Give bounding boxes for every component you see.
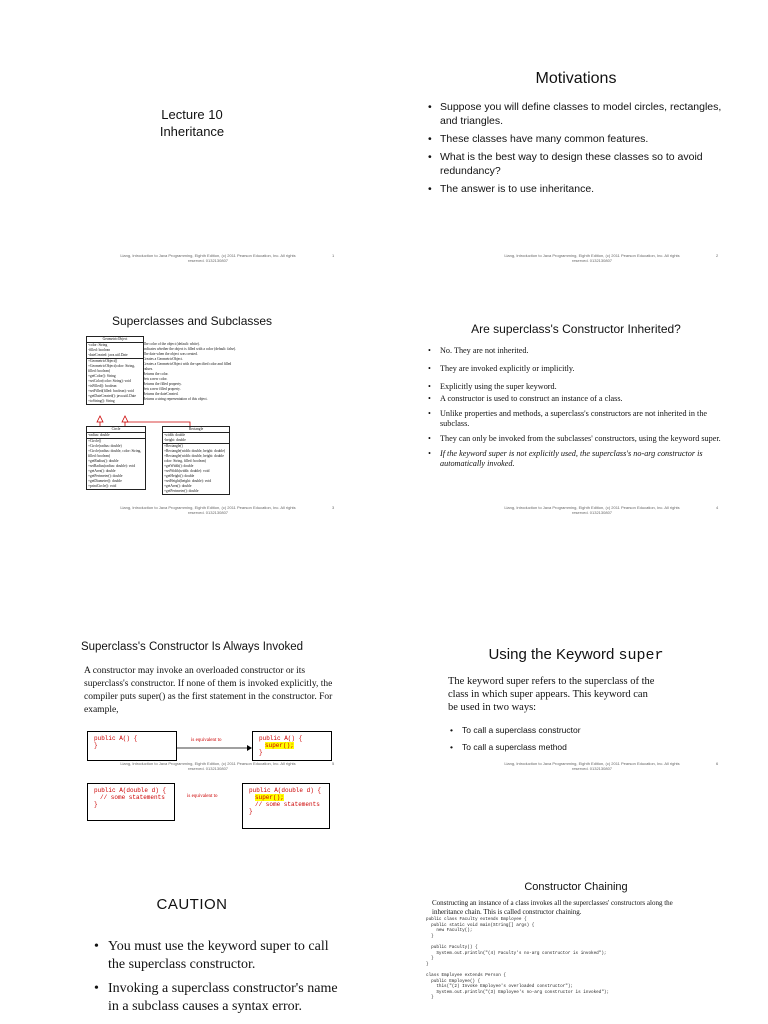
lecture-number: Lecture 10 — [161, 107, 223, 122]
footer-text: Liang, Introduction to Java Programming, Eighth Edition, (c) 2011 Pearson Education, Inc. All rights reserved. 0132130807 — [504, 505, 680, 515]
footer-text: Liang, Introduction to Java Programming, Eighth Edition, (c) 2011 Pearson Education, Inc. All rights reserved. 0132130807 — [120, 761, 296, 771]
code-box-original-2: public A(double d) { // some statements } — [87, 783, 175, 821]
slide-8-title: Constructor Chaining — [524, 881, 628, 893]
slide-5-title: Superclass's Constructor Is Always Invoked — [80, 641, 304, 653]
uml-descriptions: The color of the object (default: white). Indicates whether the object is filled with a color (default: false). The date when the object was created. Creates a GeometricObject. Creates a GeometricObject with the specified color and filled values. Returns the color. Sets a new color. Returns the filled property. Sets a new filled property. Returns the dateCreated. Returns a string representation of this object. — [143, 342, 237, 401]
slide-2-title: Motivations — [535, 70, 617, 87]
page-number: 5 — [332, 761, 335, 766]
bullet-item: • If the keyword super is not explicitly used, the superclass's no-arg constructor is automatically invoked. — [428, 449, 703, 468]
bullet-list — [426, 346, 721, 469]
bullet-item: • Unlike properties and methods, a superclass's constructors are not inherited in the subclass. — [428, 409, 708, 428]
bullet-item: • To call a superclass method — [450, 742, 567, 752]
slide-6-title: Using the Keyword super — [488, 646, 664, 664]
footer-text: Liang, Introduction to Java Programming, Eighth Edition, (c) 2011 Pearson Education, Inc. All rights reserved. 0132130807 — [504, 761, 680, 771]
slide-8 — [384, 768, 768, 1024]
bullet-item: • A constructor is used to construct an instance of a class. — [428, 394, 623, 403]
bullet-item: • No. They are not inherited. — [428, 346, 529, 355]
intro-paragraph: The keyword super refers to the superclass of the class in which super appears. This keyword can be used in two ways: — [448, 676, 655, 713]
bullet-list — [448, 725, 708, 753]
bullet-item: • You must use the keyword super to call the superclass constructor. — [94, 939, 329, 972]
slide-3 — [0, 256, 384, 515]
page-number: 6 — [716, 761, 719, 766]
bullet-item: • Explicitly using the super keyword. — [428, 382, 557, 391]
page-number: 1 — [332, 253, 335, 258]
bullet-item: • They can only be invoked from the subclasses' constructors, using the keyword super. — [428, 434, 721, 443]
page-number: 4 — [716, 505, 719, 510]
code-box-equivalent-2: public A(double d) { super(); // some statements } — [242, 783, 330, 829]
bullet-item: • These classes have many common features. — [428, 133, 649, 145]
footer-text: Liang, Introduction to Java Programming, Eighth Edition, (c) 2011 Pearson Education, Inc. All rights reserved. 0132130807 — [120, 253, 296, 263]
slide-1 — [0, 0, 384, 263]
slide-2 — [384, 0, 768, 263]
equivalence-arrow — [0, 512, 384, 768]
code-listing: public class Faculty extends Employee { public static void main(String[] args) { new Faculty(); } public Faculty() { System.out.println("(4) Faculty's no-arg constructor is invoked"); } } class Employee extends Person { public Employee() { this("(2) Invoke Employee's overloaded constructor"); System.out.println("(3) Employee's no-arg constructor is invoked"); } — [426, 917, 610, 1001]
equivalence-label: is equivalent to — [187, 794, 218, 799]
slide-7 — [0, 768, 384, 1024]
code-box-original: public A() { } — [87, 731, 177, 761]
bullet-item: • Invoking a superclass constructor's name in a subclass causes a syntax error. — [94, 981, 338, 1014]
bullet-item: • The answer is to use inheritance. — [428, 183, 595, 195]
uml-class-geometricobject: GeometricObject -color: String -filled: boolean -dateCreated: java.util.Date +GeometricObject() +GeometricObject(color: String, filled: boolean) +getColor(): String +setColor(color: String): void +isFilled(): boolean +setFilled(filled: boolean): void +getDateCreated(): java.util.Date +toString(): String — [86, 336, 144, 405]
page-number: 3 — [332, 505, 335, 510]
slide-4 — [384, 256, 768, 515]
equivalence-label: is equivalent to — [191, 738, 222, 743]
bullet-list — [426, 100, 726, 196]
uml-class-circle: Circle -radius: double +Circle() +Circle(radius: double) +Circle(radius: double, color: String, filled: boolean) +getRadius(): double +setRadius(radius: double): void +getArea(): double +getPerimeter(): double +getDiameter(): double +printCircle(): void — [86, 426, 146, 490]
uml-class-rectangle: Rectangle -width: double -height: double +Rectangle() +Rectangle(width: double, height: double) +Rectangle(width: double, height: double color: String, filled: boolean) +getWidth(): double +setWidth(width: double): void +getHeight(): double +setHeight(height: double): void +getArea(): double +getPerimeter(): double — [162, 426, 230, 495]
slide-4-title: Are superclass's Constructor Inherited? — [471, 322, 681, 336]
footer-text: Liang, Introduction to Java Programming, Eighth Edition, (c) 2011 Pearson Education, Inc. All rights reserved. 0132130807 — [504, 253, 680, 263]
lecture-topic: Inheritance — [159, 124, 225, 139]
footer-text: Liang, Introduction to Java Programming, Eighth Edition, (c) 2011 Pearson Education, Inc. All rights reserved. 0132130807 — [120, 505, 296, 515]
slide-5 — [0, 512, 384, 815]
slide-6 — [384, 512, 768, 771]
bullet-item: • They are invoked explicitly or implicitly. — [428, 364, 575, 373]
intro-paragraph: A constructor may invoke an overloaded constructor or its superclass's constructor. If none of them is invoked explicitly, the compiler puts super() as the first statement in the constructor. For example, — [84, 666, 333, 715]
page-number: 2 — [716, 253, 719, 258]
intro-paragraph: Constructing an instance of a class invokes all the superclasses' constructors along the inheritance chain. This is called constructor chaining. — [432, 899, 673, 916]
bullet-list — [92, 938, 344, 1016]
code-box-equivalent: public A() { super(); } — [252, 731, 332, 761]
slide-1-title — [0, 106, 384, 140]
bullet-item: • Suppose you will define classes to model circles, rectangles, and triangles. — [428, 101, 722, 127]
slide-3-title: Superclasses and Subclasses — [111, 314, 273, 328]
bullet-item: • What is the best way to design these classes so to avoid redundancy? — [428, 151, 703, 177]
slide-7-title: CAUTION — [156, 896, 228, 913]
bullet-item: • To call a superclass constructor — [450, 725, 581, 735]
